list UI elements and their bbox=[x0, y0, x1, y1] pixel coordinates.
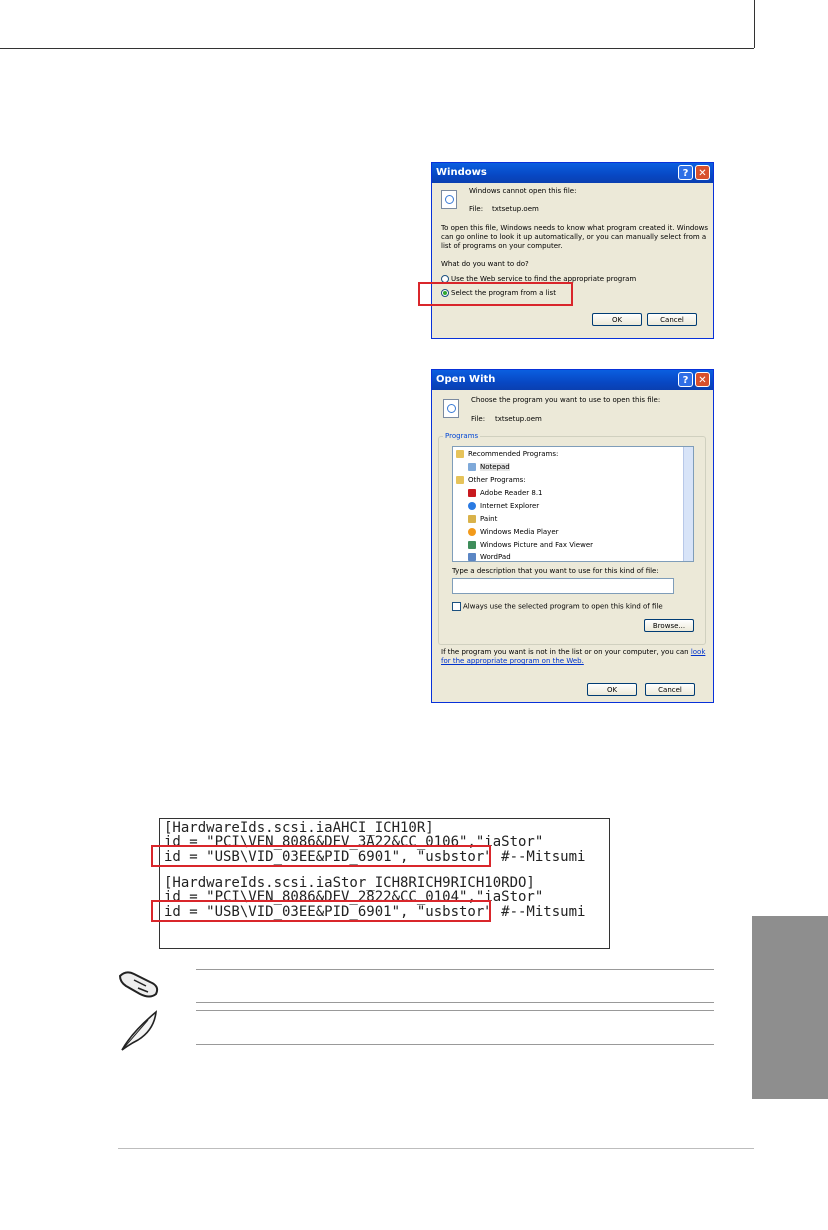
header-rule bbox=[0, 48, 754, 49]
option-select-list-label: Select the program from a list bbox=[451, 289, 556, 297]
ok-button[interactable]: OK bbox=[592, 313, 642, 326]
note-rule-top bbox=[196, 969, 714, 970]
dialog-description: To open this file, Windows needs to know what program created it. Windows can go online to look it up automatically, or you can manually select from a list of programs on your computer. bbox=[441, 224, 709, 250]
folder-icon bbox=[456, 450, 464, 458]
media-player-icon bbox=[468, 528, 476, 536]
picture-viewer-icon bbox=[468, 541, 476, 549]
file-name: txtsetup.oem bbox=[492, 205, 539, 213]
file-name: txtsetup.oem bbox=[495, 415, 542, 423]
program-notepad[interactable]: Notepad bbox=[468, 463, 510, 472]
option-web-service-label: Use the Web service to find the appropriate program bbox=[451, 275, 637, 283]
code-line: id = "PCI\VEN_8086&DEV_3A22&CC_0106","iaStor" bbox=[164, 834, 544, 850]
web-link[interactable]: look bbox=[690, 648, 706, 656]
programs-scrollbar[interactable] bbox=[683, 447, 693, 561]
folder-icon bbox=[456, 476, 464, 484]
footer-rule bbox=[118, 1148, 754, 1149]
always-use-label: Always use the selected program to open this kind of file bbox=[463, 602, 663, 611]
note-rule-bottom bbox=[196, 1002, 714, 1003]
dialog-title: Open With bbox=[436, 374, 496, 385]
chapter-side-tab bbox=[752, 916, 828, 1099]
notepad-icon bbox=[468, 463, 476, 471]
bottom-text: If the program you want is not in the list or on your computer, you can look for the appropriate program on the Web. bbox=[441, 648, 706, 665]
cancel-button[interactable]: Cancel bbox=[647, 313, 697, 326]
highlight-select-option bbox=[418, 282, 573, 306]
dialog-heading: Windows cannot open this file: bbox=[469, 187, 577, 195]
internet-explorer-icon bbox=[468, 502, 476, 510]
cancel-button[interactable]: Cancel bbox=[645, 683, 695, 696]
program-adobe-reader[interactable]: Adobe Reader 8.1 bbox=[468, 489, 543, 498]
file-label: File: bbox=[469, 205, 484, 213]
code-line: id = "USB\VID_03EE&PID_6901", "usbstor" #--Mitsumi bbox=[164, 904, 586, 920]
ok-button[interactable]: OK bbox=[587, 683, 637, 696]
description-label: Type a description that you want to use for this kind of file: bbox=[452, 567, 659, 575]
code-line: id = "USB\VID_03EE&PID_6901", "usbstor" #--Mitsumi bbox=[164, 849, 586, 865]
program-wordpad[interactable]: WordPad bbox=[468, 553, 511, 562]
wordpad-icon bbox=[468, 553, 476, 561]
browse-button[interactable]: Browse... bbox=[644, 619, 694, 632]
file-search-icon bbox=[443, 399, 459, 418]
file-label: File: bbox=[471, 415, 486, 423]
question-text: What do you want to do? bbox=[441, 260, 529, 268]
hand-note-icon bbox=[116, 966, 166, 1000]
adobe-reader-icon bbox=[468, 489, 476, 497]
feather-note-icon bbox=[118, 1008, 160, 1054]
program-picture-viewer[interactable]: Windows Picture and Fax Viewer bbox=[468, 541, 593, 550]
program-paint[interactable]: Paint bbox=[468, 515, 497, 524]
dialog-heading: Choose the program you want to use to open this file: bbox=[471, 396, 661, 404]
description-input[interactable] bbox=[452, 578, 674, 594]
help-button[interactable]: ? bbox=[678, 165, 693, 180]
highlight-usb-line-1 bbox=[151, 845, 491, 867]
close-button[interactable]: ✕ bbox=[695, 165, 710, 180]
note2-rule-top bbox=[196, 1010, 714, 1011]
code-line: [HardwareIds.scsi.iaStor_ICH8RICH9RICH10RDO] bbox=[164, 875, 535, 891]
programs-list[interactable] bbox=[452, 446, 694, 562]
program-media-player[interactable]: Windows Media Player bbox=[468, 528, 559, 537]
header-corner-rule bbox=[754, 0, 755, 48]
program-internet-explorer[interactable]: Internet Explorer bbox=[468, 502, 539, 511]
windows-dialog bbox=[431, 162, 714, 339]
dialog-titlebar[interactable] bbox=[432, 370, 713, 390]
highlight-usb-line-2 bbox=[151, 900, 491, 922]
txtsetup-code-block bbox=[159, 818, 610, 949]
dialog-title: Windows bbox=[436, 167, 487, 178]
checkbox-icon bbox=[452, 602, 461, 611]
web-link-2[interactable]: for the appropriate program on the Web. bbox=[441, 657, 584, 665]
close-button[interactable]: ✕ bbox=[695, 372, 710, 387]
note2-rule-bottom bbox=[196, 1044, 714, 1045]
recommended-header: Recommended Programs: bbox=[456, 450, 558, 459]
file-search-icon bbox=[441, 190, 457, 209]
programs-group-label: Programs bbox=[445, 432, 479, 440]
other-header: Other Programs: bbox=[456, 476, 526, 485]
code-line: id = "PCI\VEN_8086&DEV_2822&CC_0104","iaStor" bbox=[164, 889, 544, 905]
paint-icon bbox=[468, 515, 476, 523]
code-line: [HardwareIds.scsi.iaAHCI_ICH10R] bbox=[164, 820, 434, 836]
help-button[interactable]: ? bbox=[678, 372, 693, 387]
dialog-titlebar[interactable] bbox=[432, 163, 713, 183]
always-use-option[interactable] bbox=[452, 602, 663, 612]
open-with-dialog bbox=[431, 369, 714, 703]
